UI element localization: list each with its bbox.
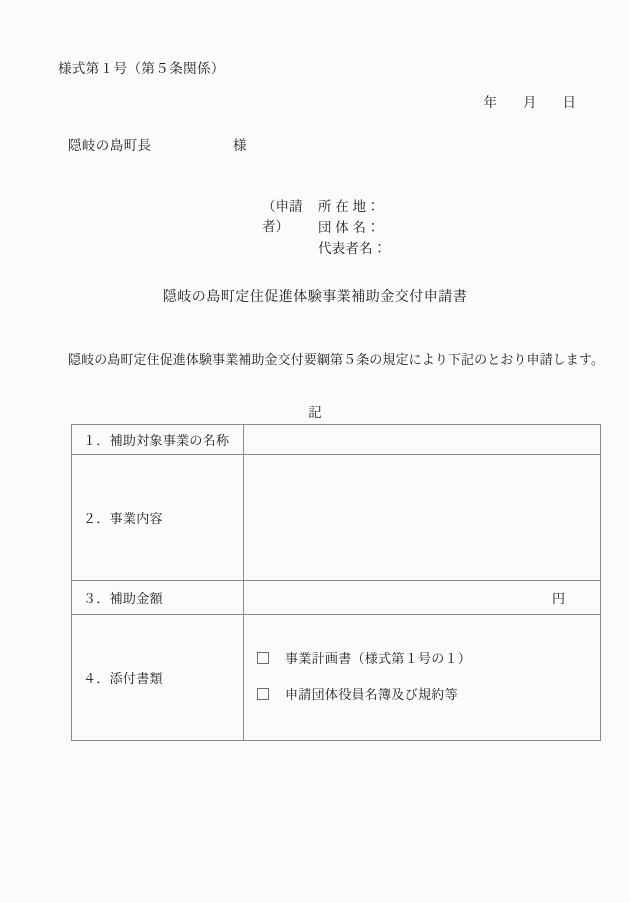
- application-form-table: [71, 424, 601, 741]
- attachment-label-member-roster: 申請団体役員名簿及び規約等: [285, 687, 458, 702]
- document-title: 隠岐の島町定住促進体験事業補助金交付申請書: [162, 290, 468, 305]
- applicant-block: [262, 195, 387, 258]
- row-label-project-name: １．補助対象事業の名称: [72, 425, 244, 455]
- table-row: [72, 581, 601, 615]
- applicant-field-representative: [262, 237, 387, 258]
- currency-unit-label: 円: [551, 591, 565, 606]
- attachment-item-business-plan[interactable]: [257, 646, 587, 670]
- day-label: 日: [562, 94, 576, 110]
- row-label-subsidy-amount: ３．補助金額: [72, 581, 244, 615]
- table-row: [72, 425, 601, 455]
- month-label: 月: [523, 94, 537, 110]
- row-input-project-name[interactable]: [244, 425, 601, 455]
- row-input-attachments: [244, 615, 601, 741]
- attachment-label-business-plan: 事業計画書（様式第１号の１）: [285, 651, 472, 666]
- addressee-honorific: 様: [233, 138, 247, 153]
- row-input-project-details[interactable]: [244, 455, 601, 581]
- checkbox-icon[interactable]: [257, 652, 269, 664]
- year-label: 年: [483, 94, 497, 110]
- ki-marker: 記: [308, 405, 322, 420]
- table-row: [72, 455, 601, 581]
- applicant-address-label: 所 在 地：: [318, 199, 380, 214]
- row-label-attachments: ４．添付書類: [72, 615, 244, 741]
- table-row: [72, 615, 601, 741]
- attachment-item-member-roster[interactable]: [257, 682, 587, 706]
- body-paragraph: 隠岐の島町定住促進体験事業補助金交付要綱第５条の規定により下記のとおり申請します。: [68, 352, 605, 367]
- row-label-project-details: ２．事業内容: [72, 455, 244, 581]
- row-input-subsidy-amount[interactable]: [244, 581, 601, 615]
- attachment-checklist: [257, 638, 587, 706]
- checkbox-icon[interactable]: [257, 688, 269, 700]
- date-line: [470, 82, 576, 123]
- addressee-name: 隠岐の島町長: [68, 138, 152, 153]
- applicant-organization-label: 団 体 名：: [318, 220, 380, 235]
- applicant-representative-label: 代表者名：: [318, 241, 387, 256]
- form-number: 様式第１号（第５条関係）: [58, 61, 225, 76]
- applicant-lead-label: （申請者）: [262, 199, 303, 234]
